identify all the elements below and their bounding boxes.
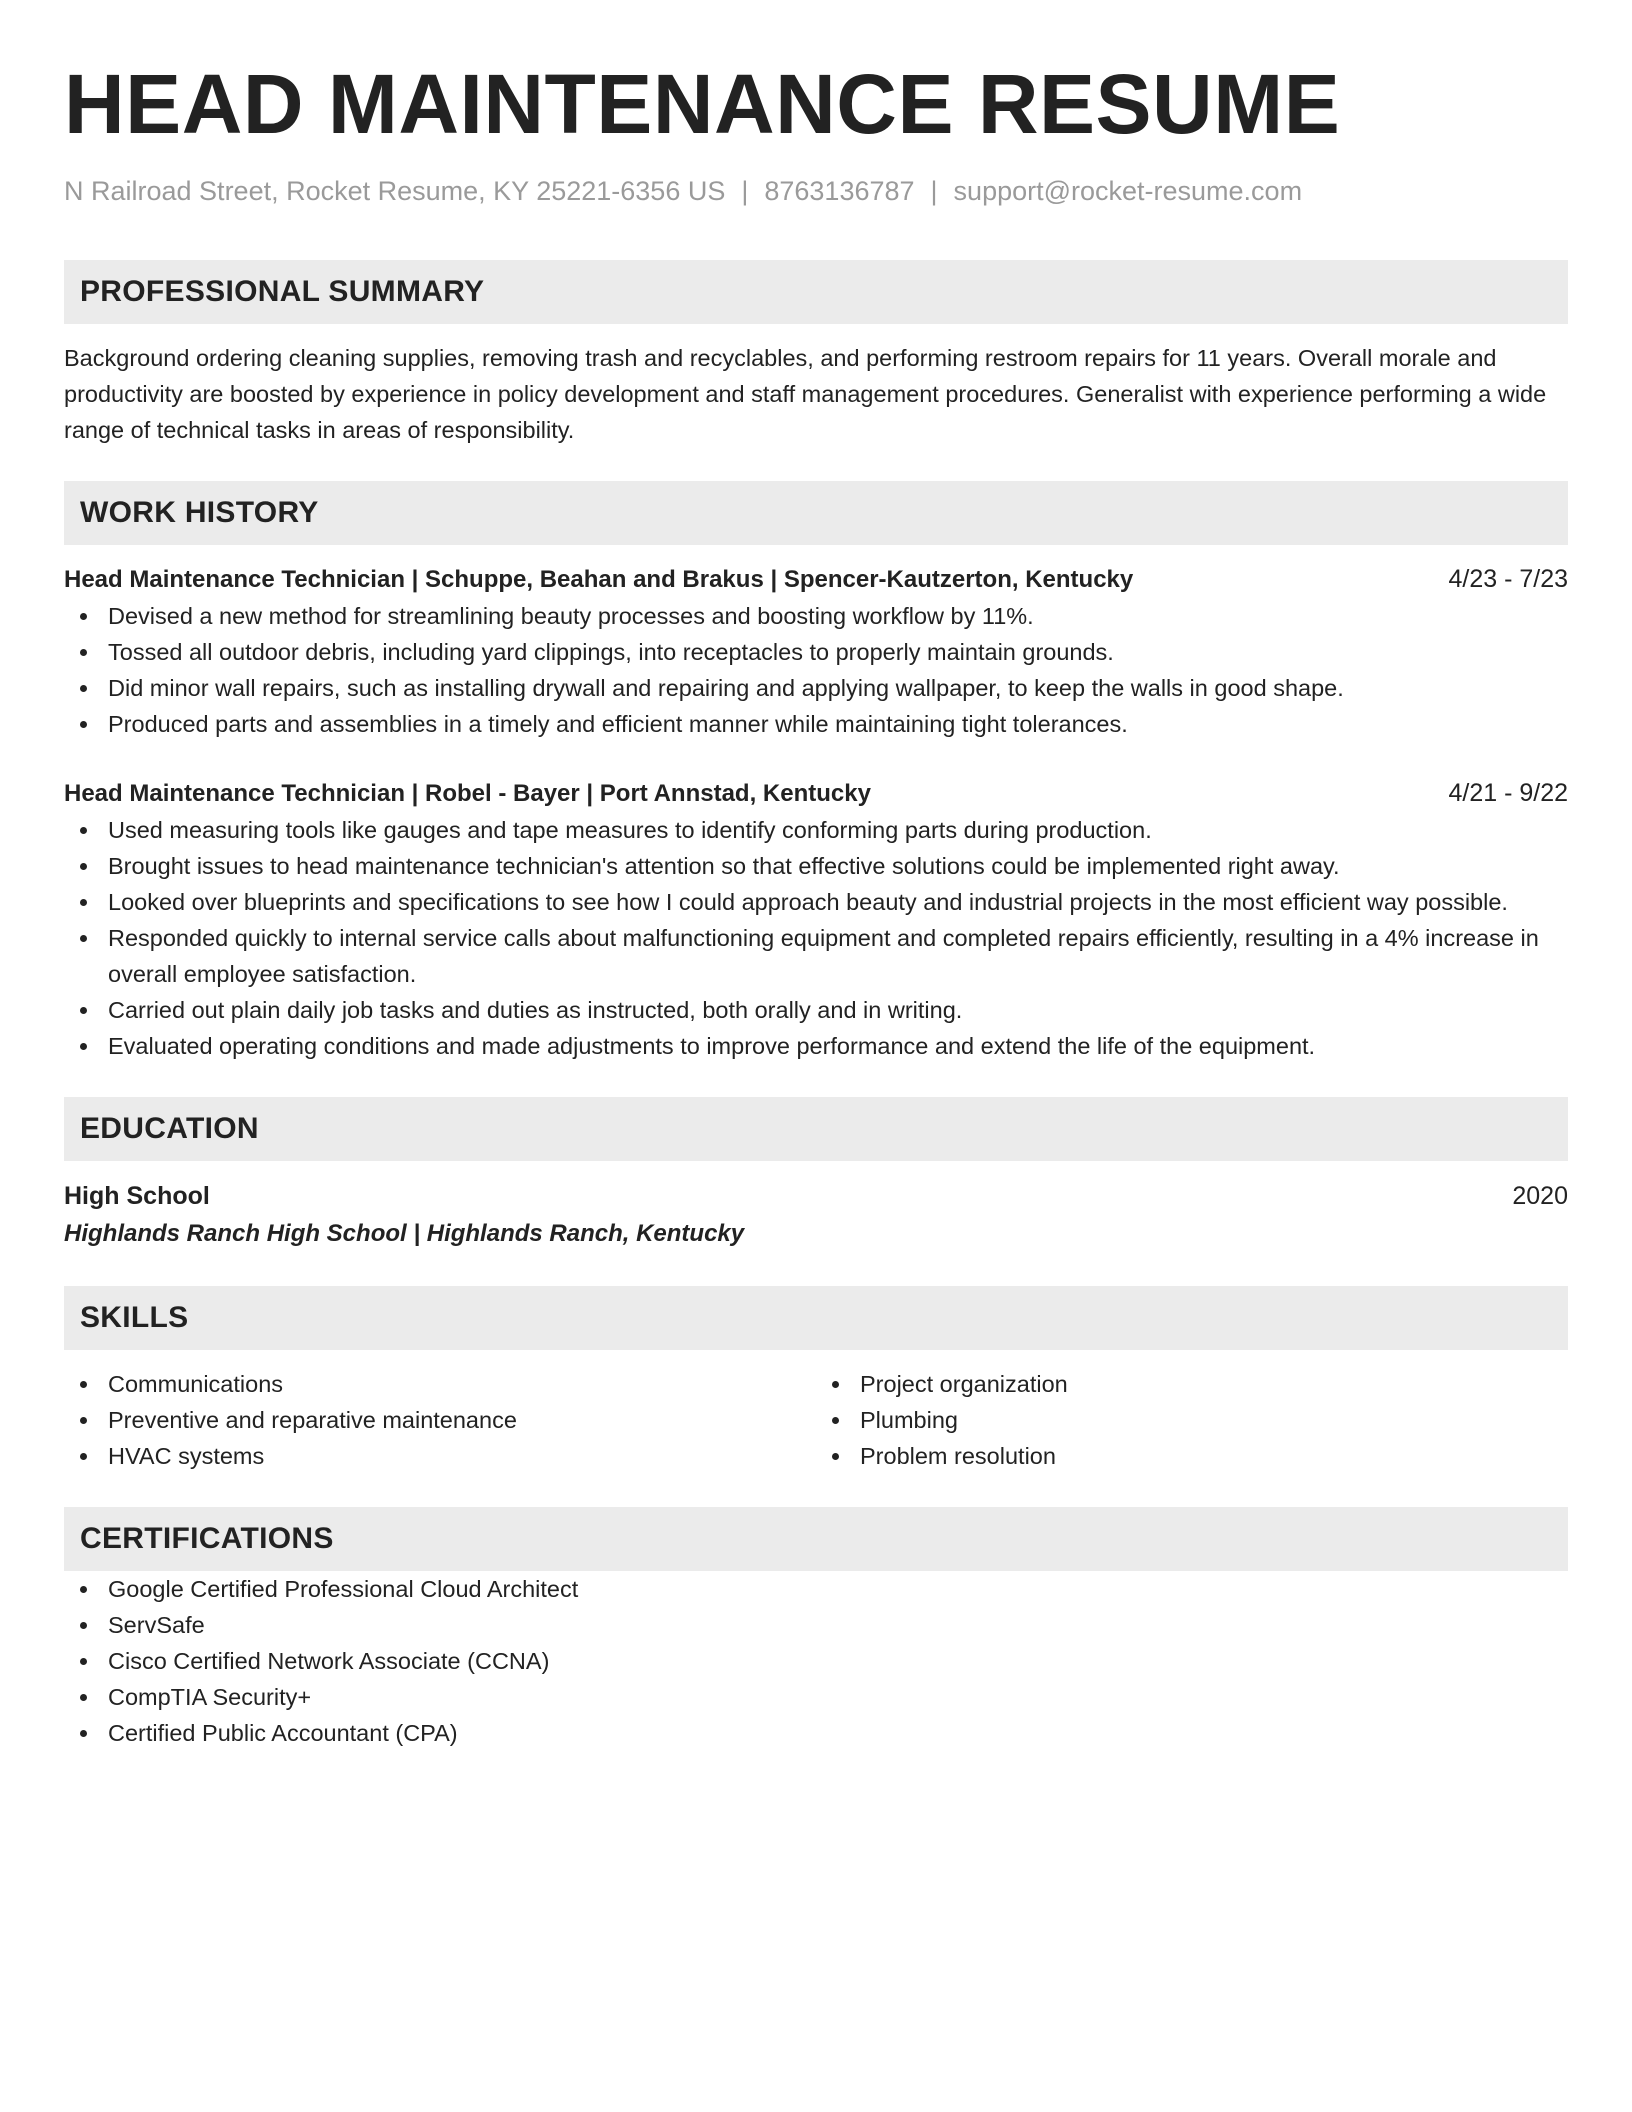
bullet-dot bbox=[80, 649, 87, 656]
job-bullet bbox=[64, 598, 1568, 634]
job-title: Head Maintenance Technician | Schuppe, Beahan and Brakus | Spencer-Kautzerton, Kentucky bbox=[64, 566, 1134, 593]
job-bullet bbox=[64, 634, 1568, 670]
skill-text: Plumbing bbox=[860, 1407, 958, 1433]
section-header-certifications: CERTIFICATIONS bbox=[64, 1507, 1568, 1571]
job-bullet-text: Carried out plain daily job tasks and duties as instructed, both orally and in writing. bbox=[108, 997, 963, 1023]
certification-text: ServSafe bbox=[108, 1612, 205, 1638]
bullet-dot bbox=[80, 1453, 87, 1460]
bullet-dot bbox=[80, 613, 87, 620]
bullet-dot bbox=[80, 1381, 87, 1388]
job-bullet-text: Used measuring tools like gauges and tape measures to identify conforming parts during production. bbox=[108, 817, 1152, 843]
contact-phone: 8763136787 bbox=[764, 176, 915, 206]
job-bullet-text: Devised a new method for streamlining beauty processes and boosting workflow by 11%. bbox=[108, 603, 1034, 629]
skill-item bbox=[64, 1402, 816, 1438]
job-bullet bbox=[64, 884, 1568, 920]
skill-text: Preventive and reparative maintenance bbox=[108, 1407, 517, 1433]
job-title: Head Maintenance Technician | Robel - Bayer | Port Annstad, Kentucky bbox=[64, 780, 871, 807]
certification-item bbox=[64, 1571, 1568, 1607]
bullet-dot bbox=[80, 899, 87, 906]
job-bullet-text: Evaluated operating conditions and made adjustments to improve performance and extend the life of the equipment. bbox=[108, 1033, 1316, 1059]
job-bullet bbox=[64, 670, 1568, 706]
certification-list bbox=[64, 1571, 1568, 1751]
bullet-dot bbox=[80, 721, 87, 728]
certification-item bbox=[64, 1607, 1568, 1643]
bullet-dot bbox=[80, 685, 87, 692]
contact-separator: | bbox=[741, 176, 749, 206]
certification-text: Google Certified Professional Cloud Architect bbox=[108, 1576, 579, 1602]
contact-separator: | bbox=[930, 176, 938, 206]
bullet-dot bbox=[80, 935, 87, 942]
job-bullet-text: Produced parts and assemblies in a timely and efficient manner while maintaining tight tolerances. bbox=[108, 711, 1128, 737]
bullet-dot bbox=[80, 1417, 87, 1424]
education-header bbox=[64, 1177, 1568, 1215]
skill-text: Project organization bbox=[860, 1371, 1068, 1397]
summary-text: Background ordering cleaning supplies, removing trash and recyclables, and performing restroom repairs for 11 years. Overall morale and productivity are boosted by experience in policy development and staff management procedures. Generalist with experience performing a wide range of technical tasks in areas of responsibility. bbox=[64, 345, 1547, 443]
job-bullet bbox=[64, 706, 1568, 742]
skills-column-left bbox=[64, 1366, 816, 1474]
education-degree: High School bbox=[64, 1182, 210, 1210]
skill-text: HVAC systems bbox=[108, 1443, 265, 1469]
skill-item bbox=[64, 1366, 816, 1402]
skill-item bbox=[64, 1438, 816, 1474]
certification-text: CompTIA Security+ bbox=[108, 1684, 312, 1710]
education-year: 2020 bbox=[1512, 1182, 1568, 1210]
contact-line bbox=[64, 174, 1568, 208]
skill-item bbox=[816, 1438, 1568, 1474]
job-bullet bbox=[64, 920, 1568, 992]
contact-address: N Railroad Street, Rocket Resume, KY 25221-6356 US bbox=[64, 176, 726, 206]
education-entry bbox=[64, 1177, 1568, 1253]
section-header-summary: PROFESSIONAL SUMMARY bbox=[64, 260, 1568, 324]
bullet-dot bbox=[832, 1417, 839, 1424]
bullet-dot bbox=[832, 1381, 839, 1388]
bullet-dot bbox=[80, 1730, 87, 1737]
bullet-dot bbox=[80, 1007, 87, 1014]
bullet-dot bbox=[80, 1658, 87, 1665]
job-dates: 4/23 - 7/23 bbox=[1448, 565, 1568, 593]
job-dates: 4/21 - 9/22 bbox=[1448, 779, 1568, 807]
job-bullet-text: Did minor wall repairs, such as installing drywall and repairing and applying wallpaper, to keep the walls in good shape. bbox=[108, 675, 1344, 701]
bullet-dot bbox=[832, 1453, 839, 1460]
job-bullet bbox=[64, 812, 1568, 848]
bullet-dot bbox=[80, 827, 87, 834]
job-bullet-list bbox=[64, 598, 1568, 742]
bullet-dot bbox=[80, 863, 87, 870]
education-school: Highlands Ranch High School | Highlands Ranch, Kentucky bbox=[64, 1220, 745, 1247]
job-bullet-text: Responded quickly to internal service calls about malfunctioning equipment and completed repairs efficiently, resulting in a 4% increase in overall employee satisfaction. bbox=[108, 925, 1539, 987]
resume-title: HEAD MAINTENANCE RESUME bbox=[64, 57, 1341, 151]
job-bullet-list bbox=[64, 812, 1568, 1064]
job-entry-header bbox=[64, 561, 1568, 598]
job-bullet-text: Tossed all outdoor debris, including yard clippings, into receptacles to properly maintain grounds. bbox=[108, 639, 1114, 665]
certification-item bbox=[64, 1715, 1568, 1751]
skill-text: Problem resolution bbox=[860, 1443, 1056, 1469]
job-entry-header bbox=[64, 775, 1568, 812]
job-bullet bbox=[64, 992, 1568, 1028]
section-header-education: EDUCATION bbox=[64, 1097, 1568, 1161]
certification-item bbox=[64, 1643, 1568, 1679]
job-bullet bbox=[64, 848, 1568, 884]
skills-column-right bbox=[816, 1366, 1568, 1474]
contact-email: support@rocket-resume.com bbox=[953, 176, 1303, 206]
bullet-dot bbox=[80, 1622, 87, 1629]
job-bullet bbox=[64, 1028, 1568, 1064]
certification-text: Cisco Certified Network Associate (CCNA) bbox=[108, 1648, 550, 1674]
skill-item bbox=[816, 1366, 1568, 1402]
job-bullet-text: Brought issues to head maintenance technician's attention so that effective solutions could be implemented right away. bbox=[108, 853, 1340, 879]
bullet-dot bbox=[80, 1586, 87, 1593]
skill-text: Communications bbox=[108, 1371, 284, 1397]
skills-grid bbox=[64, 1366, 1568, 1474]
bullet-dot bbox=[80, 1043, 87, 1050]
skill-item bbox=[816, 1402, 1568, 1438]
certification-text: Certified Public Accountant (CPA) bbox=[108, 1720, 458, 1746]
certification-item bbox=[64, 1679, 1568, 1715]
section-header-work-history: WORK HISTORY bbox=[64, 481, 1568, 545]
job-bullet-text: Looked over blueprints and specifications to see how I could approach beauty and industrial projects in the most efficient way possible. bbox=[108, 889, 1508, 915]
bullet-dot bbox=[80, 1694, 87, 1701]
section-header-skills: SKILLS bbox=[64, 1286, 1568, 1350]
